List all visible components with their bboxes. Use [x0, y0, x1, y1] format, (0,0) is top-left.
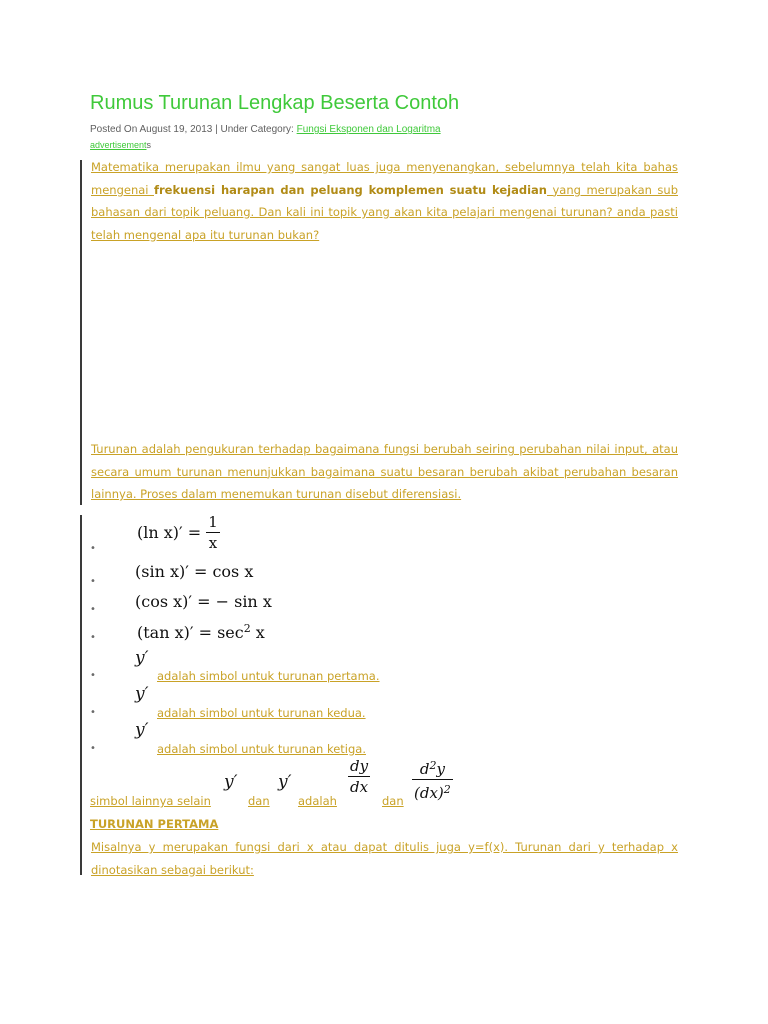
bullet-marker: • — [90, 670, 96, 681]
other-symbols-prefix[interactable]: simbol lainnya selain — [90, 794, 211, 808]
intro-text-2: yang merupakan sub bahasan dari topik peluang. Dan kali ini topik yang akan kita pelajari mengenai turunan? anda pasti telah mengenal apa itu turunan bukan? — [91, 182, 678, 242]
post-meta — [90, 124, 441, 135]
symbol-desc-first[interactable]: adalah simbol untuk turunan pertama. — [157, 669, 380, 683]
other-symbols-dan-2[interactable]: dan — [382, 794, 404, 808]
formula-tan-exponent: 2 — [243, 622, 251, 635]
formula-tan-rhs: x — [250, 623, 265, 642]
symbol-desc-third[interactable]: adalah simbol untuk turunan ketiga. — [157, 742, 366, 756]
bullet-marker: • — [90, 743, 96, 754]
section-heading-turunan-pertama[interactable]: TURUNAN PERTAMA — [90, 817, 219, 831]
other-symbol-y-prime-2: y′ — [278, 772, 292, 792]
other-symbol-dy-dx — [348, 756, 370, 797]
dy-dx-fraction — [348, 756, 370, 797]
advertisement-suffix: s — [146, 140, 152, 150]
advertisements-label — [90, 140, 151, 150]
other-symbols-dan-1[interactable]: dan — [248, 794, 270, 808]
dx2-exponent: 2 — [443, 783, 451, 796]
post-date-text: Posted On August 19, 2013 | Under Category: — [90, 124, 297, 135]
left-rule-bottom — [80, 515, 82, 875]
d2y-tail: y — [436, 760, 445, 778]
formula-ln-lhs: (ln x)′ = — [137, 523, 202, 542]
left-rule-top — [80, 160, 82, 505]
d2y-numerator — [412, 756, 453, 780]
symbol-y-prime-1: y′ — [135, 648, 149, 668]
dx2-denominator — [412, 780, 453, 803]
formula-tan-lhs: (tan x)′ = sec — [137, 623, 244, 642]
advertisement-link[interactable]: advertisement — [90, 140, 147, 150]
bullet-marker: • — [90, 707, 96, 718]
dy-dx-denominator: dx — [350, 778, 369, 796]
dy-dx-numerator: dy — [350, 757, 369, 775]
formula-tan — [137, 622, 265, 642]
intro-bold-link[interactable]: frekuensi harapan dan peluang komplemen suatu kejadian — [154, 182, 547, 197]
formula-cos: (cos x)′ = − sin x — [135, 592, 272, 611]
bullet-marker: • — [90, 543, 96, 554]
bullet-marker: • — [90, 576, 96, 587]
intro-text-1: Matematika merupakan ilmu yang sangat luas juga menyenangkan, sebelumnya telah kita bahas mengenai — [91, 160, 678, 197]
bullet-marker: • — [90, 632, 96, 643]
symbol-desc-second[interactable]: adalah simbol untuk turunan kedua. — [157, 706, 366, 720]
formula-ln — [137, 512, 220, 553]
dx2-base: (dx) — [414, 784, 444, 802]
d2y-dx2-fraction — [412, 756, 453, 803]
symbol-y-prime-3: y′ — [135, 720, 149, 740]
definition-text: Turunan adalah pengukuran terhadap bagaimana fungsi berubah seiring perubahan nilai input, atau secara umum turunan menunjukkan bagaimana suatu besaran berubah akibat perubahan besaran lainnya. Proses dalam menemukan turunan disebut diferensiasi. — [91, 442, 678, 501]
d2y-exponent: 2 — [429, 759, 437, 772]
intro-paragraph — [91, 156, 678, 246]
other-symbols-adalah[interactable]: adalah — [298, 794, 337, 808]
formula-ln-denominator: x — [208, 534, 218, 552]
first-derivative-text: Misalnya y merupakan fungsi dari x atau dapat ditulis juga y=f(x). Turunan dari y terhadap x dinotasikan sebagai berikut: — [91, 840, 678, 877]
formula-sin: (sin x)′ = cos x — [135, 562, 254, 581]
formula-ln-fraction — [206, 512, 220, 553]
formula-ln-numerator: 1 — [208, 513, 218, 531]
bullet-marker: • — [90, 604, 96, 615]
other-symbol-d2y-dx2 — [412, 756, 453, 803]
d2y-base: d — [419, 760, 430, 778]
category-link[interactable]: Fungsi Eksponen dan Logaritma — [296, 124, 441, 135]
definition-paragraph — [91, 438, 678, 506]
first-derivative-paragraph — [91, 836, 678, 881]
symbol-y-prime-2: y′ — [135, 684, 149, 704]
other-symbol-y-prime-1: y′ — [224, 772, 238, 792]
article-title: Rumus Turunan Lengkap Beserta Contoh — [90, 92, 460, 114]
